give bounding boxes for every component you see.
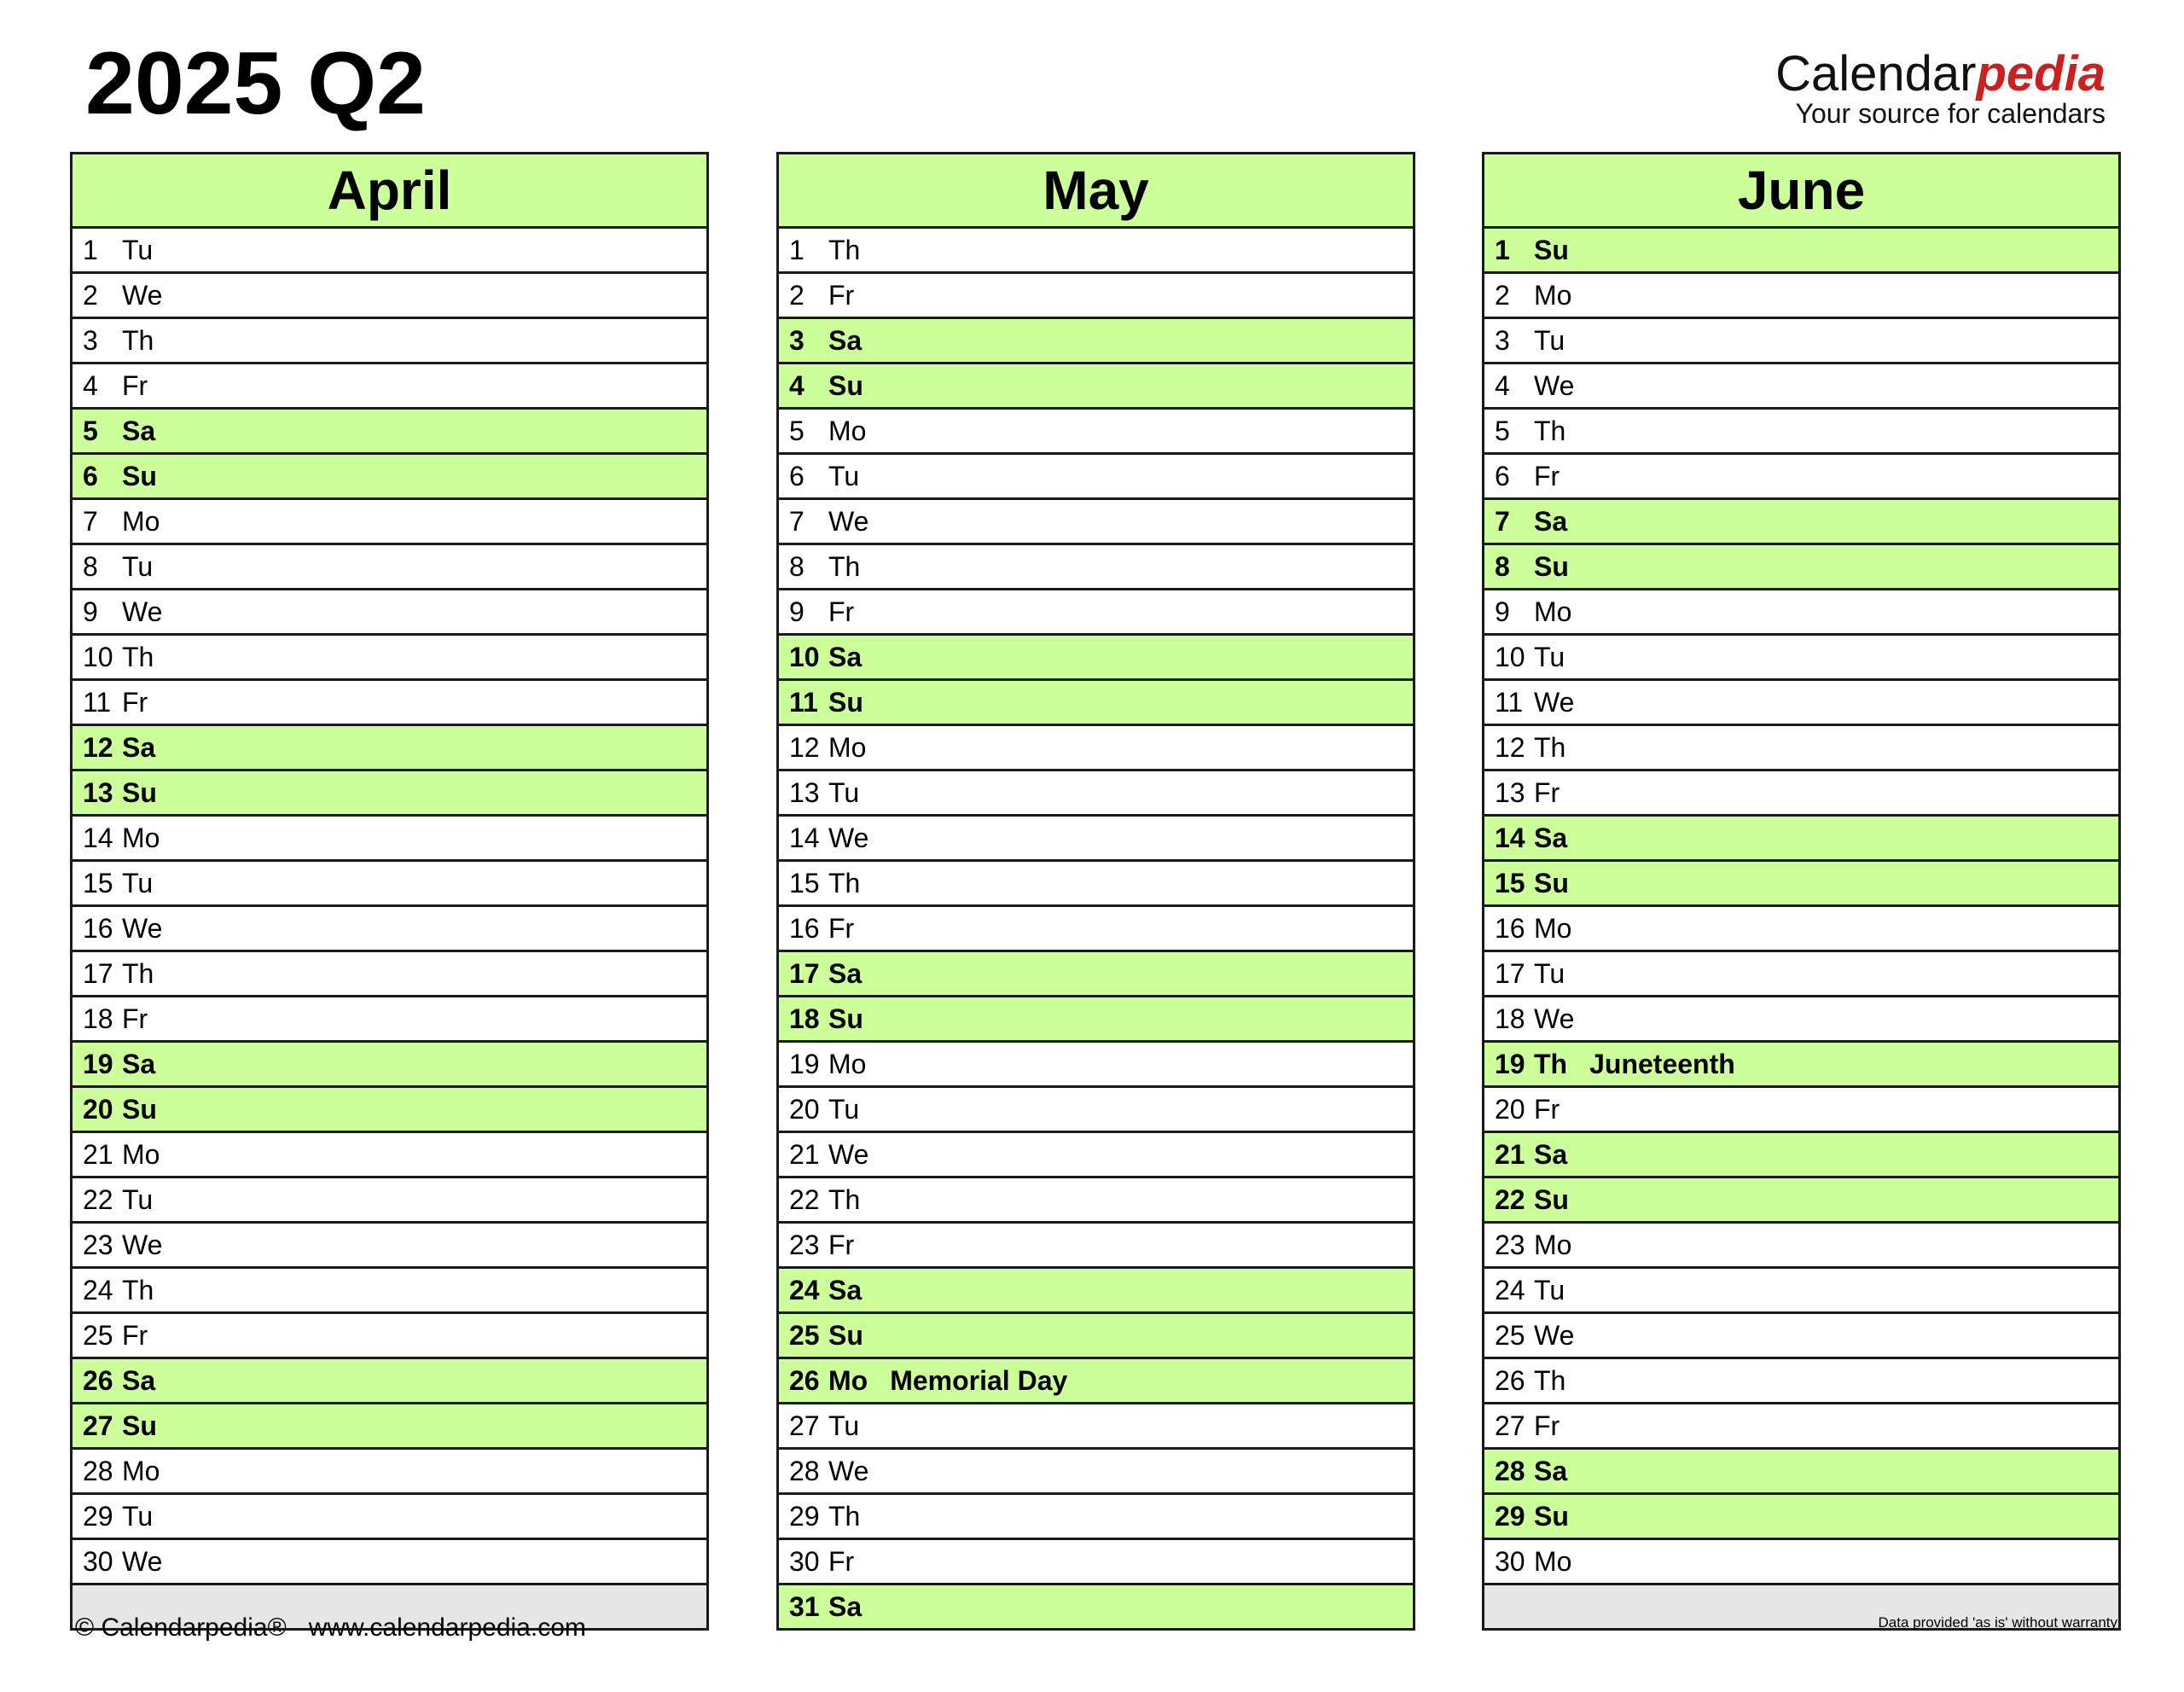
day-row (73, 1043, 706, 1088)
day-row (1484, 229, 2118, 274)
weekday: Fr (122, 370, 148, 401)
day-row (1484, 636, 2118, 681)
day-number: 25 (789, 1320, 820, 1351)
day-row (73, 410, 706, 455)
day-number: 8 (789, 551, 804, 582)
day-row (73, 771, 706, 817)
day-number: 26 (83, 1365, 113, 1396)
day-row (73, 1450, 706, 1495)
day-number: 4 (1495, 370, 1510, 401)
day-row (779, 1404, 1413, 1450)
brand-tagline: Your source for calendars (1795, 98, 2106, 129)
weekday: Mo (122, 823, 160, 853)
day-row (1484, 907, 2118, 952)
day-number: 22 (1495, 1184, 1525, 1215)
weekday: Tu (828, 1410, 860, 1441)
day-number: 19 (83, 1049, 113, 1079)
day-number: 12 (1495, 732, 1525, 763)
day-number: 24 (1495, 1275, 1525, 1305)
day-number: 9 (83, 596, 98, 627)
day-number: 11 (789, 687, 818, 718)
weekday: We (122, 596, 163, 627)
day-row (1484, 319, 2118, 364)
day-number: 10 (83, 642, 113, 672)
month-april (70, 152, 709, 1631)
day-row (779, 1450, 1413, 1495)
day-row (73, 319, 706, 364)
weekday: Fr (1534, 1094, 1560, 1125)
day-number: 7 (789, 506, 804, 537)
day-row (1484, 590, 2118, 636)
weekday: We (1534, 1320, 1575, 1351)
weekday: We (122, 280, 163, 311)
day-number: 6 (1495, 461, 1510, 491)
day-row (1484, 681, 2118, 726)
day-row (1484, 364, 2118, 410)
day-number: 4 (789, 370, 804, 401)
month-may (776, 152, 1415, 1631)
day-number: 29 (1495, 1501, 1525, 1532)
day-row (779, 364, 1413, 410)
day-number: 21 (789, 1139, 820, 1170)
day-number: 11 (1495, 687, 1524, 718)
footer-copyright: © Calendarpedia® (75, 1614, 287, 1642)
day-row (73, 274, 706, 319)
day-row (1484, 726, 2118, 771)
day-row (73, 364, 706, 410)
weekday: Th (122, 958, 154, 989)
day-number: 7 (83, 506, 98, 537)
weekday: Th (122, 1275, 154, 1305)
weekday: Th (122, 325, 154, 356)
day-row (1484, 1088, 2118, 1133)
footer-website-link[interactable]: www.calendarpedia.com (308, 1614, 586, 1642)
day-number: 14 (1495, 823, 1525, 853)
day-number: 17 (83, 958, 113, 989)
footer-left (75, 1613, 586, 1643)
day-number: 3 (1495, 325, 1510, 356)
weekday: We (1534, 370, 1575, 401)
day-number: 18 (83, 1003, 113, 1034)
weekday: Fr (1534, 461, 1560, 491)
day-number: 21 (1495, 1139, 1525, 1170)
weekday: Sa (828, 958, 863, 989)
weekday: Th (1534, 732, 1566, 763)
day-number: 9 (789, 596, 804, 627)
day-number: 3 (789, 325, 804, 356)
day-row (1484, 1314, 2118, 1359)
day-number: 1 (789, 235, 804, 265)
day-number: 18 (1495, 1003, 1525, 1034)
weekday: Tu (1534, 325, 1565, 356)
day-number: 16 (1495, 913, 1525, 944)
weekday: Fr (828, 1546, 855, 1577)
day-number: 27 (83, 1410, 113, 1441)
day-row (1484, 952, 2118, 997)
brand-name-regular: Calendar (1775, 46, 1977, 102)
month-days (73, 229, 706, 1628)
brand-name-accent: pedia (1976, 46, 2106, 102)
weekday: Tu (122, 235, 154, 265)
day-number: 20 (789, 1094, 820, 1125)
day-row (73, 1540, 706, 1585)
day-row (779, 229, 1413, 274)
day-number: 16 (83, 913, 113, 944)
day-row (779, 907, 1413, 952)
weekday: Fr (122, 1003, 148, 1034)
month-header: May (779, 154, 1413, 229)
day-number: 24 (83, 1275, 113, 1305)
day-number: 15 (789, 868, 820, 898)
weekday: Tu (122, 551, 154, 582)
brand-name (1775, 46, 2106, 102)
weekday: Th (122, 642, 154, 672)
weekday: Th (828, 551, 861, 582)
day-row (779, 726, 1413, 771)
weekday: Su (828, 687, 863, 718)
day-number: 30 (789, 1546, 820, 1577)
holiday-label: Memorial Day (890, 1365, 1068, 1396)
weekday: Sa (828, 325, 863, 356)
weekday: Tu (828, 777, 860, 808)
day-row (73, 1088, 706, 1133)
weekday: Mo (1534, 1546, 1572, 1577)
weekday: Th (1534, 1049, 1568, 1079)
weekday: Sa (1534, 823, 1568, 853)
weekday: Fr (1534, 777, 1560, 808)
weekday: Su (828, 1003, 863, 1034)
weekday: Mo (828, 416, 867, 446)
weekday: Su (1534, 1184, 1569, 1215)
day-row (73, 817, 706, 862)
day-number: 8 (83, 551, 98, 582)
weekday: Tu (828, 461, 860, 491)
day-number: 13 (83, 777, 113, 808)
day-number: 8 (1495, 551, 1510, 582)
weekday: We (828, 1456, 869, 1486)
weekday: Sa (122, 1049, 156, 1079)
weekday: Sa (828, 1591, 863, 1622)
day-row (73, 1404, 706, 1450)
day-row (779, 817, 1413, 862)
weekday: Su (122, 1410, 157, 1441)
day-number: 10 (1495, 642, 1525, 672)
weekday: We (828, 1139, 869, 1170)
day-number: 19 (1495, 1049, 1525, 1079)
weekday: Th (828, 1501, 861, 1532)
day-row (779, 1088, 1413, 1133)
day-row (779, 1359, 1413, 1404)
weekday: We (828, 506, 869, 537)
weekday: Su (1534, 1501, 1569, 1532)
day-number: 14 (83, 823, 113, 853)
weekday: Fr (828, 1230, 855, 1260)
day-number: 27 (1495, 1410, 1525, 1441)
day-number: 28 (1495, 1456, 1525, 1486)
day-number: 25 (1495, 1320, 1525, 1351)
day-number: 29 (83, 1501, 113, 1532)
weekday: Mo (1534, 913, 1572, 944)
day-number: 7 (1495, 506, 1510, 537)
brand-logo[interactable] (1775, 46, 2106, 128)
day-row (1484, 1359, 2118, 1404)
day-number: 6 (789, 461, 804, 491)
weekday: Mo (122, 1139, 160, 1170)
weekday: Su (122, 461, 157, 491)
weekday: Fr (828, 913, 855, 944)
day-number: 15 (1495, 868, 1525, 898)
day-row (779, 455, 1413, 500)
day-row (1484, 1043, 2118, 1088)
day-number: 12 (83, 732, 113, 763)
day-row (73, 1269, 706, 1314)
weekday: Tu (1534, 1275, 1565, 1305)
day-row (1484, 274, 2118, 319)
day-number: 23 (789, 1230, 820, 1260)
weekday: Th (828, 235, 861, 265)
day-row (73, 1359, 706, 1404)
day-row (1484, 455, 2118, 500)
month-june (1482, 152, 2121, 1631)
month-header: April (73, 154, 706, 229)
holiday-label: Juneteenth (1589, 1049, 1735, 1079)
weekday: We (828, 823, 869, 853)
day-row (779, 274, 1413, 319)
day-number: 26 (789, 1365, 820, 1396)
day-row (73, 590, 706, 636)
weekday: Fr (122, 687, 148, 718)
day-number: 23 (83, 1230, 113, 1260)
weekday: Th (828, 868, 861, 898)
day-row (1484, 410, 2118, 455)
day-number: 4 (83, 370, 98, 401)
day-row (779, 500, 1413, 545)
day-number: 6 (83, 461, 98, 491)
day-number: 18 (789, 1003, 820, 1034)
weekday: We (122, 1546, 163, 1577)
day-row (779, 1178, 1413, 1224)
day-number: 26 (1495, 1365, 1525, 1396)
day-row (779, 1585, 1413, 1628)
weekday: Tu (122, 1184, 154, 1215)
day-row (73, 1314, 706, 1359)
weekday: Th (1534, 1365, 1566, 1396)
day-number: 20 (83, 1094, 113, 1125)
day-number: 24 (789, 1275, 820, 1305)
weekday: Sa (1534, 1456, 1568, 1486)
day-number: 2 (83, 280, 98, 311)
day-row (779, 997, 1413, 1043)
day-row (1484, 1269, 2118, 1314)
day-row (779, 1540, 1413, 1585)
day-row (73, 1495, 706, 1540)
month-header: June (1484, 154, 2118, 229)
weekday: Mo (1534, 1230, 1572, 1260)
day-number: 28 (789, 1456, 820, 1486)
weekday: We (1534, 687, 1575, 718)
day-number: 11 (83, 687, 112, 718)
weekday: Fr (122, 1320, 148, 1351)
day-number: 5 (789, 416, 804, 446)
weekday: Sa (122, 1365, 156, 1396)
day-row (73, 726, 706, 771)
day-row (779, 636, 1413, 681)
day-row (779, 410, 1413, 455)
weekday: Tu (1534, 958, 1565, 989)
weekday: Mo (122, 1456, 160, 1486)
day-row (1484, 545, 2118, 590)
day-row (1484, 1404, 2118, 1450)
day-row (779, 681, 1413, 726)
day-number: 9 (1495, 596, 1510, 627)
weekday: Mo (1534, 596, 1572, 627)
day-row (1484, 771, 2118, 817)
weekday: Sa (1534, 1139, 1568, 1170)
weekday: Mo (1534, 280, 1572, 311)
day-row (779, 590, 1413, 636)
day-number: 31 (789, 1591, 820, 1622)
day-row (1484, 1224, 2118, 1269)
day-row (779, 1314, 1413, 1359)
weekday: Su (1534, 868, 1569, 898)
day-number: 2 (1495, 280, 1510, 311)
weekday: Tu (828, 1094, 860, 1125)
day-number: 16 (789, 913, 820, 944)
weekday: Mo (122, 506, 160, 537)
weekday: Su (828, 370, 863, 401)
day-number: 28 (83, 1456, 113, 1486)
day-row (1484, 817, 2118, 862)
day-number: 12 (789, 732, 820, 763)
day-number: 30 (1495, 1546, 1525, 1577)
day-number: 15 (83, 868, 113, 898)
day-number: 22 (83, 1184, 113, 1215)
day-row (73, 1133, 706, 1178)
weekday: Sa (122, 732, 156, 763)
weekday: Tu (1534, 642, 1565, 672)
weekday: Mo (828, 1365, 868, 1396)
day-number: 21 (83, 1139, 113, 1170)
day-row (1484, 862, 2118, 907)
day-row (1484, 500, 2118, 545)
day-number: 3 (83, 325, 98, 356)
day-number: 17 (789, 958, 820, 989)
day-number: 5 (83, 416, 98, 446)
weekday: Tu (122, 1501, 154, 1532)
day-row (1484, 1133, 2118, 1178)
day-row (73, 952, 706, 997)
weekday: Mo (828, 732, 867, 763)
weekday: Sa (1534, 506, 1568, 537)
day-row (73, 862, 706, 907)
day-number: 27 (789, 1410, 820, 1441)
day-number: 10 (789, 642, 820, 672)
day-row (779, 1495, 1413, 1540)
day-number: 1 (1495, 235, 1510, 265)
weekday: Fr (828, 596, 855, 627)
day-row (779, 545, 1413, 590)
day-number: 5 (1495, 416, 1510, 446)
day-row (73, 997, 706, 1043)
day-row (1484, 997, 2118, 1043)
weekday: Sa (122, 416, 156, 446)
weekday: Su (122, 777, 157, 808)
day-row (1484, 1178, 2118, 1224)
day-number: 17 (1495, 958, 1525, 989)
weekday: Mo (828, 1049, 867, 1079)
weekday: Su (1534, 235, 1569, 265)
day-row (73, 681, 706, 726)
page-title: 2025 Q2 (85, 34, 426, 133)
day-row (779, 1133, 1413, 1178)
weekday: Su (1534, 551, 1569, 582)
weekday: We (122, 913, 163, 944)
footer-disclaimer: Data provided 'as is' without warranty (1878, 1614, 2117, 1631)
weekday: Th (1534, 416, 1566, 446)
month-days (779, 229, 1413, 1628)
weekday: Fr (828, 280, 855, 311)
weekday: Sa (828, 642, 863, 672)
day-row (73, 636, 706, 681)
day-number: 19 (789, 1049, 820, 1079)
day-number: 20 (1495, 1094, 1525, 1125)
day-number: 13 (1495, 777, 1525, 808)
day-row (779, 952, 1413, 997)
day-row (1484, 1450, 2118, 1495)
day-row (779, 1224, 1413, 1269)
day-row (779, 319, 1413, 364)
day-number: 22 (789, 1184, 820, 1215)
day-number: 1 (83, 235, 98, 265)
weekday: Sa (828, 1275, 863, 1305)
weekday: Th (828, 1184, 861, 1215)
month-days (1484, 229, 2118, 1628)
day-number: 25 (83, 1320, 113, 1351)
day-row (779, 862, 1413, 907)
day-number: 30 (83, 1546, 113, 1577)
day-row (779, 771, 1413, 817)
day-row (73, 455, 706, 500)
weekday: Fr (1534, 1410, 1560, 1441)
weekday: Su (828, 1320, 863, 1351)
day-row (779, 1269, 1413, 1314)
day-row (73, 229, 706, 274)
day-row (73, 1224, 706, 1269)
day-row (1484, 1540, 2118, 1585)
weekday: We (1534, 1003, 1575, 1034)
day-row (779, 1043, 1413, 1088)
day-row (73, 907, 706, 952)
weekday: Su (122, 1094, 157, 1125)
day-row (73, 545, 706, 590)
day-row (73, 500, 706, 545)
day-number: 13 (789, 777, 820, 808)
day-row (1484, 1495, 2118, 1540)
day-number: 23 (1495, 1230, 1525, 1260)
day-number: 2 (789, 280, 804, 311)
day-number: 29 (789, 1501, 820, 1532)
weekday: We (122, 1230, 163, 1260)
weekday: Tu (122, 868, 154, 898)
day-number: 14 (789, 823, 820, 853)
day-row (73, 1178, 706, 1224)
